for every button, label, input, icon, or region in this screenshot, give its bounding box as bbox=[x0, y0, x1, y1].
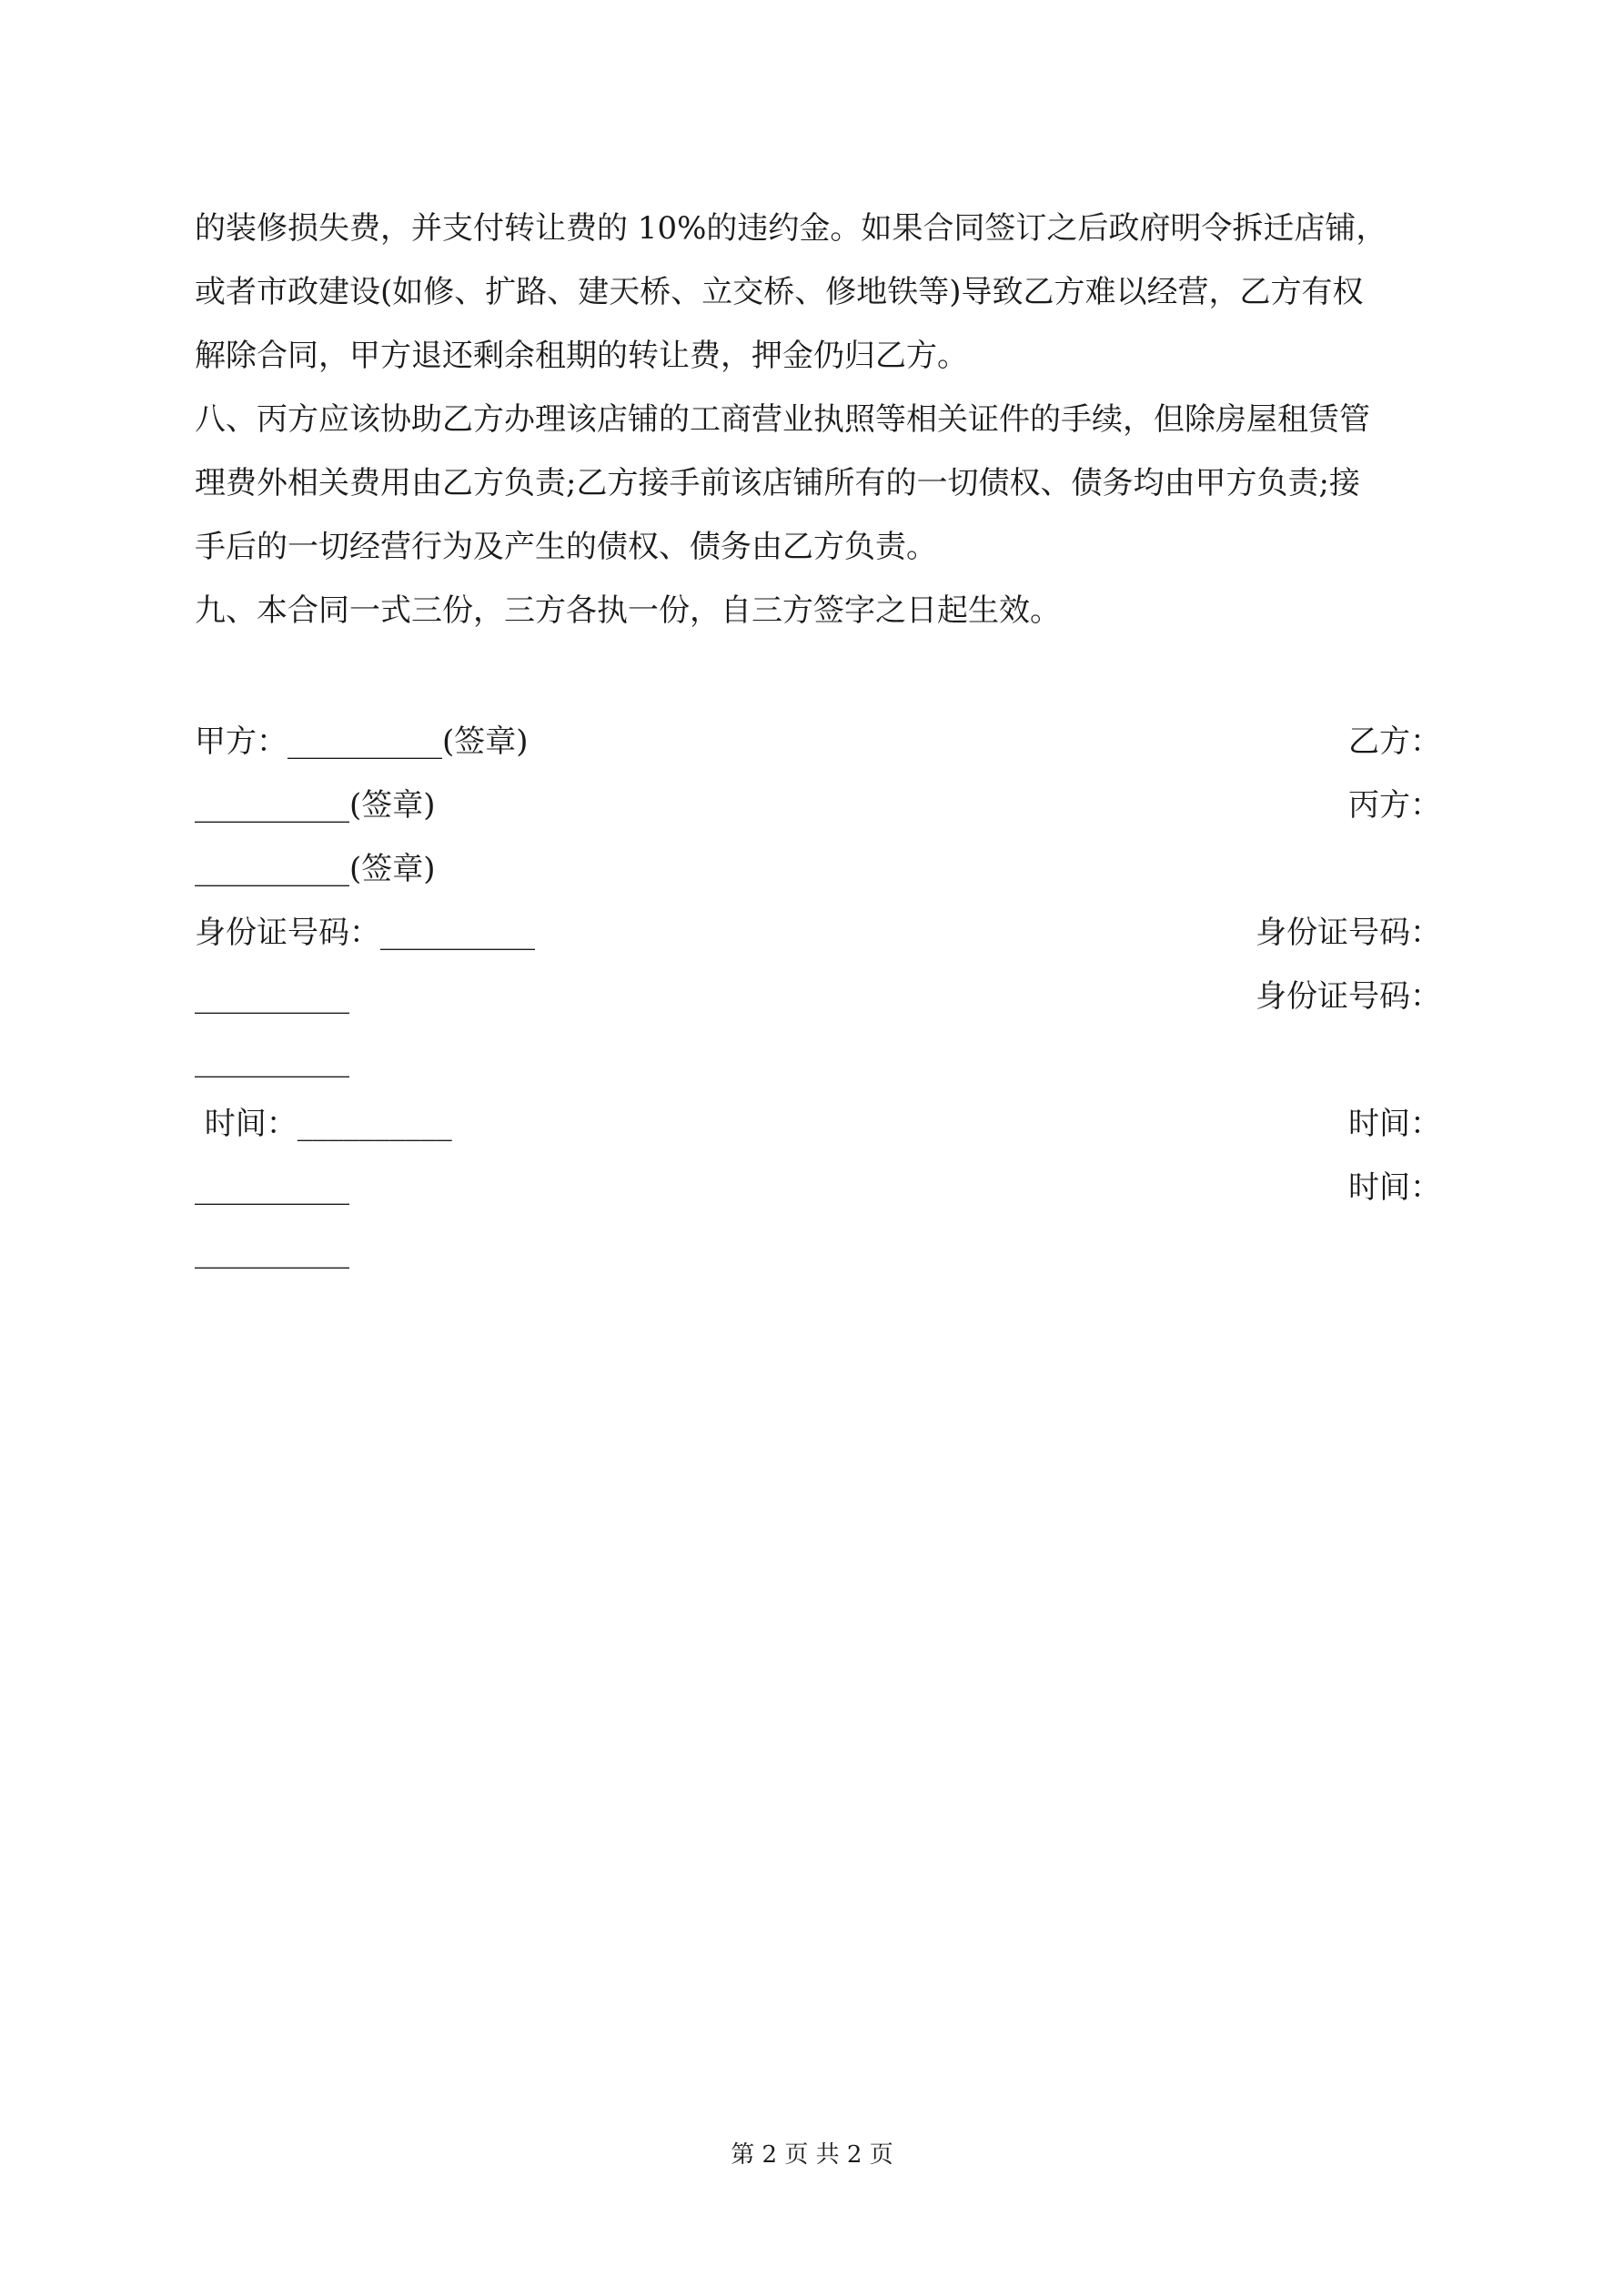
clause-eight-line: 八、丙方应该协助乙方办理该店铺的工商营业执照等相关证件的手续，但除房屋租赁管 bbox=[195, 401, 1370, 438]
party-b-date-label: 时间： bbox=[1348, 1106, 1441, 1142]
signature-row bbox=[195, 965, 1441, 1028]
signature-row bbox=[195, 1028, 1441, 1092]
signature-row bbox=[195, 1092, 1441, 1156]
party-b-id-blank: __________ bbox=[195, 978, 349, 1015]
signature-block bbox=[195, 710, 1441, 1283]
clause-nine-line: 九、本合同一式三份，三方各执一份，自三方签字之日起生效。 bbox=[195, 592, 1061, 629]
signature-row bbox=[195, 837, 1441, 901]
party-a-signature: 甲方：__________(签章) bbox=[195, 723, 529, 760]
party-b-id-label: 身份证号码： bbox=[1256, 915, 1441, 951]
party-b-date-blank: __________ bbox=[195, 1169, 349, 1206]
party-a-id-number: 身份证号码：__________ bbox=[195, 915, 535, 951]
clause-eight-line: 手后的一切经营行为及产生的债权、债务由乙方负责。 bbox=[195, 529, 937, 565]
signature-row bbox=[195, 1219, 1441, 1283]
signature-row bbox=[195, 710, 1441, 774]
signature-row bbox=[195, 774, 1441, 837]
body-line: 解除合同，甲方退还剩余租期的转让费，押金仍归乙方。 bbox=[195, 338, 968, 374]
party-c-signature: __________(签章) bbox=[195, 851, 436, 887]
clause-eight-line: 理费外相关费用由乙方负责;乙方接手前该店铺所有的一切债权、债务均由甲方负责;接 bbox=[195, 465, 1360, 501]
body-line: 的装修损失费，并支付转让费的 10%的违约金。如果合同签订之后政府明令拆迁店铺， bbox=[195, 210, 1387, 247]
signature-row bbox=[195, 901, 1441, 965]
page-number-footer: 第 2 页 共 2 页 bbox=[731, 2141, 893, 2169]
contract-body bbox=[195, 197, 1441, 642]
party-c-label: 丙方： bbox=[1348, 787, 1441, 824]
party-b-label: 乙方： bbox=[1348, 723, 1441, 760]
party-c-id-blank: __________ bbox=[195, 1042, 349, 1078]
party-a-date: 时间：__________ bbox=[195, 1106, 452, 1142]
party-c-id-label: 身份证号码： bbox=[1256, 978, 1441, 1015]
party-c-date-blank: __________ bbox=[195, 1233, 349, 1269]
party-b-signature: __________(签章) bbox=[195, 787, 436, 824]
body-line: 或者市政建设(如修、扩路、建天桥、立交桥、修地铁等)导致乙方难以经营，乙方有权 bbox=[195, 274, 1364, 310]
signature-row bbox=[195, 1156, 1441, 1219]
party-c-date-label: 时间： bbox=[1348, 1169, 1441, 1206]
